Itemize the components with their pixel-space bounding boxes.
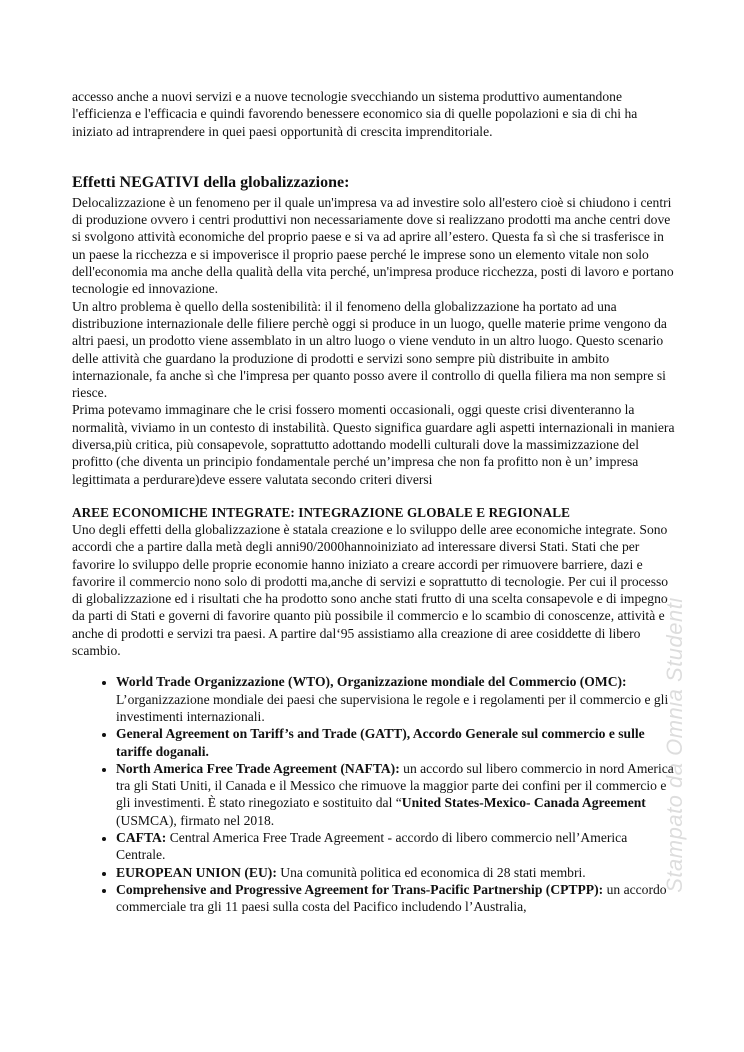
list-item: • General Agreement on Tariff’s and Trade (GATT), Accordo Generale sul commercio e sulle tariffe doganali.	[116, 725, 676, 760]
trade-agreements-list	[72, 673, 676, 915]
list-item: • North America Free Trade Agreement (NAFTA): un accordo sul libero commercio in nord America tra gli Stati Uniti, il Canada e il Messico che rimuove la maggior parte dei confini per il commercio e gli investimenti. È stato rinegoziato e sostituito dal “United States-Mexico- Canada Agreement (USMCA), firmato nel 2018.	[116, 760, 676, 829]
sustainability-paragraph: Un altro problema è quello della sostenibilità: il il fenomeno della globalizzazione ha portato ad una distribuzione internazionale delle filiere perchè oggi si produce in un luogo, quelle materie prime vengono da altri paesi, un prodotto viene assemblato in un altro luogo o viene venduto in un altro luogo. Questo scenario delle attività che guardano la produzione di prodotti e servizi sono sempre più distribuite in ambito internazionale, fa anche sì che l'impresa per quanto posso avere il controllo di quella filiera ma non sempre si riesce.	[72, 298, 667, 401]
document-page	[72, 88, 676, 915]
list-item: • EUROPEAN UNION (EU): Una comunità politica ed economica di 28 stati membri.	[116, 864, 676, 881]
negative-effects-heading: Effetti NEGATIVI della globalizzazione:	[72, 173, 350, 191]
list-item: • Comprehensive and Progressive Agreement for Trans-Pacific Partnership (CPTPP): un accordo commerciale tra gli 11 paesi sulla costa del Pacifico includendo l’Australia,	[116, 881, 676, 916]
list-item: • World Trade Organizzazione (WTO), Organizzazione mondiale del Commercio (OMC): L’organizzazione mondiale dei paesi che supervisiona le regole e i regolamenti per il commercio e gli investimenti internazionali.	[116, 673, 676, 725]
list-item: • CAFTA: Central America Free Trade Agreement - accordo di libero commercio nell’America Centrale.	[116, 829, 676, 864]
instability-paragraph: Prima potevamo immaginare che le crisi fossero momenti occasionali, oggi queste crisi diventeranno la normalità, viviamo in un contesto di instabilità. Questo significa guardare agli aspetti internazionali in maniera diversa,più critica, più consapevole, soprattutto adottando modelli culturali dove la massimizzazione del profitto (che diventa un principio fondamentale perché un’impresa che non fa profitto non è un’ impresa legittimata a perdurare)deve essere valutata secondo criteri diversi	[72, 402, 675, 487]
watermark	[660, 540, 690, 950]
integrated-areas-heading: AREE ECONOMICHE INTEGRATE: INTEGRAZIONE GLOBALE E REGIONALE	[72, 504, 571, 520]
intro-paragraph: accesso anche a nuovi servizi e a nuove tecnologie svecchiando un sistema produttivo aumentandone l'efficienza e l'efficacia e quindi favorendo benessere economico sia di quelle popolazioni e sia di chi ha iniziato ad intraprendere in quei paesi opportunità di crescita imprenditoriale.	[72, 89, 638, 139]
integrated-areas-paragraph: Uno degli effetti della globalizzazione è statala creazione e lo sviluppo delle aree economiche integrate. Sono accordi che a partire dalla metà degli anni90/2000hannoiniziato ad interessare diversi Stati. Stati che per favorire lo sviluppo delle proprie economie hanno iniziato a creare accordi per rimuovere barriere, dazi e favorire il commercio nono solo di prodotti ma,anche di servizi e soprattutto di tecnologie. Per cui il processo di globalizzazione ed i risultati che ha prodotto sono anche stati frutto di una scelta consapevole e di impegno da parti di Stati e governi di favorire quanto più possibile il commercio e lo scambio di conoscenze, attività e anche di prodotti e servizi tra paesi. A partire dal‘95 assistiamo alla creazione di aree cosiddette di libero scambio.	[72, 521, 669, 659]
delocalization-paragraph: Delocalizzazione è un fenomeno per il quale un'impresa va ad investire solo all'estero cioè si chiudono i centri di produzione ovvero i centri produttivi non necessariamente dove si realizzano prodotti ma anche centri dove si svolgono attività economiche del proprio paese e si va ad aprire all’estero. Questa fa sì che si trasferisce in un paese la ricchezza e si impoverisce il proprio paese perché le imprese sono un elemento vitale non solo dell'economia ma anche della qualità della vita perché, un'impresa produce ricchezza, posti di lavoro e portano tecnologie ed innovazione.	[72, 194, 674, 297]
watermark-text: Stampato da Omnia Studenti	[662, 597, 687, 893]
